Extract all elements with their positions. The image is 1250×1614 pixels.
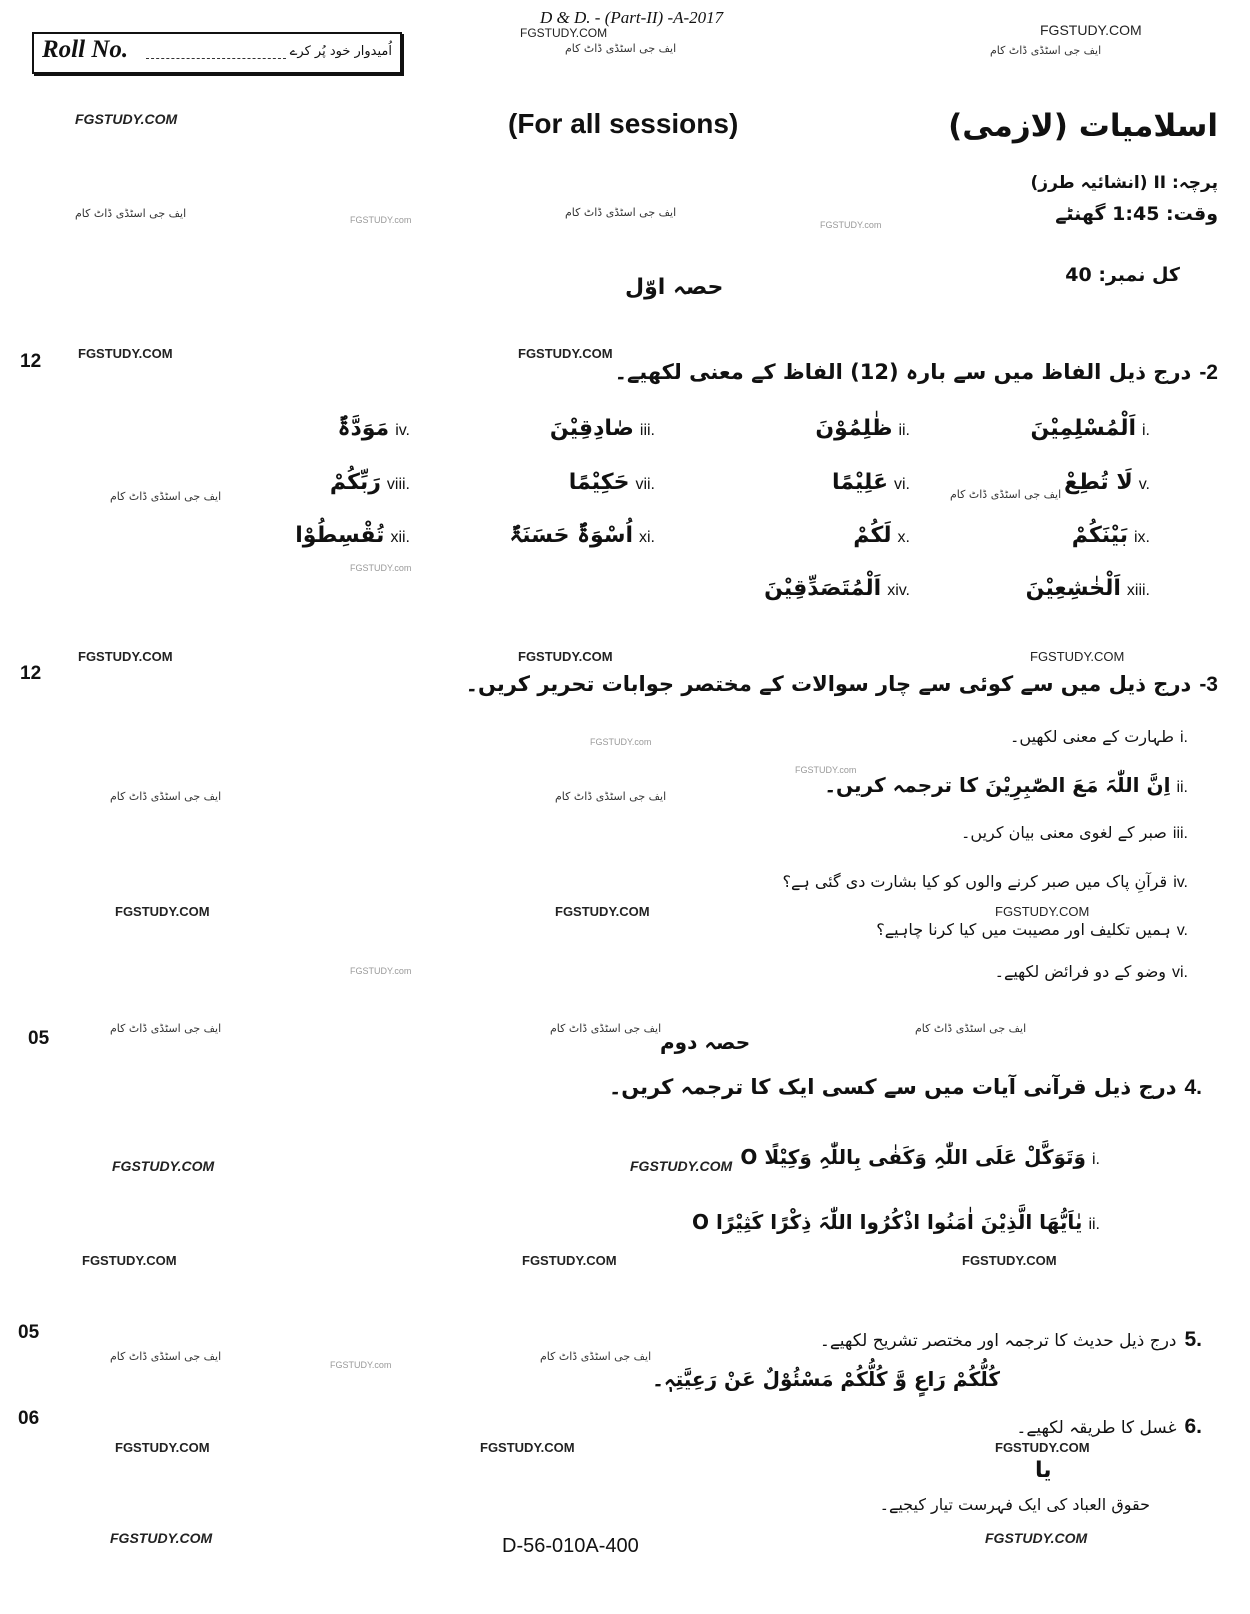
q5-marks: 05	[18, 1322, 40, 1343]
label: vi.	[894, 476, 910, 493]
watermark: FGSTUDY.COM	[82, 1253, 177, 1268]
roll-input-line[interactable]	[146, 58, 286, 59]
roll-number-box[interactable]	[32, 32, 402, 74]
watermark: FGSTUDY.COM	[480, 1440, 575, 1455]
text: درج ذیل میں سے کوئی سے چار سوالات کے مختصر جوابات تحریر کریں۔	[465, 672, 1192, 696]
text: صبر کے لغوی معنی بیان کریں۔	[961, 823, 1167, 842]
question-item	[824, 773, 1188, 797]
text: درج ذیل قرآنی آیات میں سے کسی ایک کا ترجمہ کریں۔	[608, 1075, 1177, 1099]
number: 6.	[1184, 1415, 1202, 1438]
question-3	[466, 672, 1218, 697]
word-item	[569, 470, 655, 495]
watermark: FGSTUDY.COM	[985, 1530, 1088, 1546]
watermark: FGSTUDY.COM	[630, 1158, 733, 1174]
text: یٰاَیُّھَا الَّذِیْنَ اٰمَنُوا اذْکُرُوا اللّٰہَ ذِکْرًا کَثِیْرًا O	[692, 1210, 1083, 1234]
word-item	[295, 523, 410, 548]
paper-code: D & D. - (Part-II) -A-2017	[540, 8, 724, 27]
word-item	[1064, 470, 1150, 495]
word: رَبِّکُمْ	[329, 470, 381, 495]
watermark-small: FGSTUDY.com	[330, 1360, 392, 1370]
time-label: وقت: 1:45 گھنٹے	[1055, 203, 1218, 225]
label: ii.	[1088, 1216, 1100, 1233]
label: v.	[1176, 922, 1188, 939]
question-6	[1016, 1415, 1202, 1439]
label: x.	[897, 529, 910, 546]
roll-label: Roll No.	[42, 36, 129, 63]
section-1-title: حصہ اوّل	[625, 275, 724, 300]
word: لَا تُطِعْ	[1063, 470, 1133, 495]
total-marks: کل نمبر: 40	[1065, 264, 1180, 286]
watermark-urdu: ایف جی اسٹڈی ڈاٹ کام	[110, 1350, 222, 1363]
watermark-small: FGSTUDY.com	[820, 220, 882, 230]
q2-marks: 12	[20, 351, 42, 372]
question-4	[609, 1075, 1202, 1100]
label: ii.	[1176, 779, 1188, 796]
question-item	[961, 823, 1188, 843]
label: ix.	[1134, 529, 1150, 546]
label: xi.	[639, 529, 655, 546]
word: عَلِیْمًا	[832, 470, 888, 495]
text: قرآنِ پاک میں صبر کرنے والوں کو کیا بشارت دی گئی ہے؟	[782, 872, 1168, 891]
watermark: FGSTUDY.COM	[518, 346, 613, 361]
word: اَلْمُسْلِمِیْنَ	[1030, 416, 1136, 441]
label: ii.	[898, 422, 910, 439]
watermark: FGSTUDY.COM	[115, 1440, 210, 1455]
word-item	[1026, 576, 1150, 601]
label: vi.	[1172, 964, 1188, 981]
word: ظٰلِمُوْنَ	[815, 416, 893, 441]
footer-code: D-56-010A-400	[502, 1535, 639, 1557]
watermark-urdu: ایف جی اسٹڈی ڈاٹ کام	[550, 1022, 662, 1035]
watermark-urdu: ایف جی اسٹڈی ڈاٹ کام	[75, 207, 187, 220]
word-item	[550, 416, 655, 441]
word: صٰادِقِیْنَ	[549, 416, 634, 441]
q4-marks: 05	[28, 1028, 50, 1049]
watermark: FGSTUDY.COM	[78, 346, 173, 361]
subject-title: اسلامیات (لازمی)	[948, 108, 1218, 144]
watermark-urdu: ایف جی اسٹڈی ڈاٹ کام	[555, 790, 667, 803]
text: غسل کا طریقہ لکھیے۔	[1016, 1418, 1177, 1438]
label: i.	[1092, 1151, 1100, 1168]
word-item	[815, 416, 910, 441]
word-item	[1072, 523, 1150, 548]
number: 5.	[1184, 1328, 1202, 1351]
text: وَتَوَکَّلْ عَلَی اللّٰہِ وَکَفٰی بِاللّٰہِ وَکِیْلًا O	[740, 1145, 1086, 1169]
watermark-urdu: ایف جی اسٹڈی ڈاٹ کام	[990, 44, 1102, 57]
watermark: FGSTUDY.COM	[110, 1530, 213, 1546]
watermark: FGSTUDY.COM	[115, 904, 210, 919]
roll-instruction: اُمیدوار خود پُر کرے	[289, 44, 392, 59]
label: vii.	[635, 476, 655, 493]
watermark: FGSTUDY.COM	[962, 1253, 1057, 1268]
watermark-urdu: ایف جی اسٹڈی ڈاٹ کام	[950, 488, 1062, 501]
watermark-urdu: ایف جی اسٹڈی ڈاٹ کام	[110, 1022, 222, 1035]
text: اِنَّ اللّٰہَ مَعَ الصّٰبِرِیْنَ کا ترجمہ کریں۔	[824, 773, 1171, 797]
section-2-title: حصہ دوم	[660, 1030, 751, 1054]
watermark: FGSTUDY.COM	[555, 904, 650, 919]
word: بَیْنَکُمْ	[1071, 523, 1128, 548]
watermark-small: FGSTUDY.com	[350, 215, 412, 225]
word-item	[330, 470, 410, 495]
word: تُقْسِطُوْا	[295, 523, 385, 548]
watermark: FGSTUDY.COM	[995, 1440, 1090, 1455]
watermark: FGSTUDY.COM	[518, 649, 613, 664]
question-item	[740, 1145, 1100, 1169]
or-label: یا	[1035, 1458, 1052, 1483]
word-item	[338, 416, 410, 441]
sessions-label: (For all sessions)	[508, 108, 739, 139]
word-item	[853, 523, 910, 548]
watermark-small: FGSTUDY.com	[350, 563, 412, 573]
watermark: FGSTUDY.COM	[1030, 649, 1125, 664]
label: xiv.	[887, 582, 910, 599]
text: درج ذیل حدیث کا ترجمہ اور مختصر تشریح لکھیے۔	[819, 1331, 1177, 1351]
watermark-urdu: ایف جی اسٹڈی ڈاٹ کام	[915, 1022, 1027, 1035]
question-item	[1010, 727, 1188, 747]
watermark: FGSTUDY.COM	[995, 904, 1090, 919]
hadith-text: کُلُّکُمْ رَاعٍ وَّ کُلُّکُمْ مَسْئُوْلٌ عَنْ رَعِیَّتِہٖ۔	[652, 1367, 1000, 1391]
text: طہارت کے معنی لکھیں۔	[1010, 727, 1174, 746]
label: iii.	[639, 422, 655, 439]
watermark: FGSTUDY.COM	[112, 1158, 215, 1174]
q3-marks: 12	[20, 663, 42, 684]
word-item	[509, 523, 655, 548]
question-5	[820, 1328, 1202, 1352]
question-text: درج ذیل الفاظ میں سے بارہ (12) الفاظ کے معنی لکھیے۔	[614, 360, 1192, 384]
word: مَوَدَّۃٌ	[337, 416, 390, 441]
label: xii.	[390, 529, 410, 546]
watermark-urdu: ایف جی اسٹڈی ڈاٹ کام	[565, 206, 677, 219]
label: iii.	[1172, 825, 1188, 842]
word-item	[1031, 416, 1150, 441]
word-item	[832, 470, 910, 495]
watermark-urdu: ایف جی اسٹڈی ڈاٹ کام	[110, 790, 222, 803]
watermark: FGSTUDY.COM	[1040, 22, 1142, 38]
label: viii.	[386, 476, 410, 493]
word: لَکُمْ	[853, 523, 892, 548]
label: iv.	[1173, 874, 1188, 891]
word: اَلْخٰشِعِیْنَ	[1025, 576, 1121, 601]
question-2	[615, 360, 1218, 385]
paper-label: پرچہ: II (انشائیہ طرز)	[1030, 173, 1218, 193]
word: حَکِیْمًا	[568, 470, 630, 495]
label: i.	[1142, 422, 1150, 439]
label: xiii.	[1126, 582, 1150, 599]
watermark: FGSTUDY.COM	[78, 649, 173, 664]
watermark-urdu: ایف جی اسٹڈی ڈاٹ کام	[110, 490, 222, 503]
label: v.	[1138, 476, 1150, 493]
alternative-question: حقوق العباد کی ایک فہرست تیار کیجیے۔	[879, 1495, 1150, 1514]
watermark-urdu: ایف جی اسٹڈی ڈاٹ کام	[540, 1350, 652, 1363]
watermark-small: FGSTUDY.com	[350, 966, 412, 976]
watermark-urdu: ایف جی اسٹڈی ڈاٹ کام	[565, 42, 677, 55]
word: اَلْمُتَصَدِّقِیْنَ	[764, 576, 882, 601]
text: ہمیں تکلیف اور مصیبت میں کیا کرنا چاہیے؟	[876, 920, 1171, 939]
number: 4.	[1184, 1076, 1202, 1099]
watermark: FGSTUDY.COM	[522, 1253, 617, 1268]
watermark: FGSTUDY.COM	[520, 26, 608, 40]
watermark-small: FGSTUDY.com	[590, 737, 652, 747]
q6-marks: 06	[18, 1408, 40, 1429]
number: -3	[1199, 673, 1218, 696]
watermark-small: FGSTUDY.com	[795, 765, 857, 775]
question-number: -2	[1199, 361, 1218, 384]
word-item	[764, 576, 910, 601]
question-item	[692, 1210, 1100, 1234]
question-item	[995, 962, 1188, 982]
text: وضو کے دو فرائض لکھیے۔	[994, 962, 1166, 981]
label: iv.	[395, 422, 410, 439]
label: i.	[1180, 729, 1188, 746]
question-item	[783, 872, 1189, 892]
question-item	[876, 920, 1188, 940]
watermark: FGSTUDY.COM	[75, 111, 178, 127]
word: اُسْوَۃٌ حَسَنَۃٌ	[509, 523, 633, 548]
